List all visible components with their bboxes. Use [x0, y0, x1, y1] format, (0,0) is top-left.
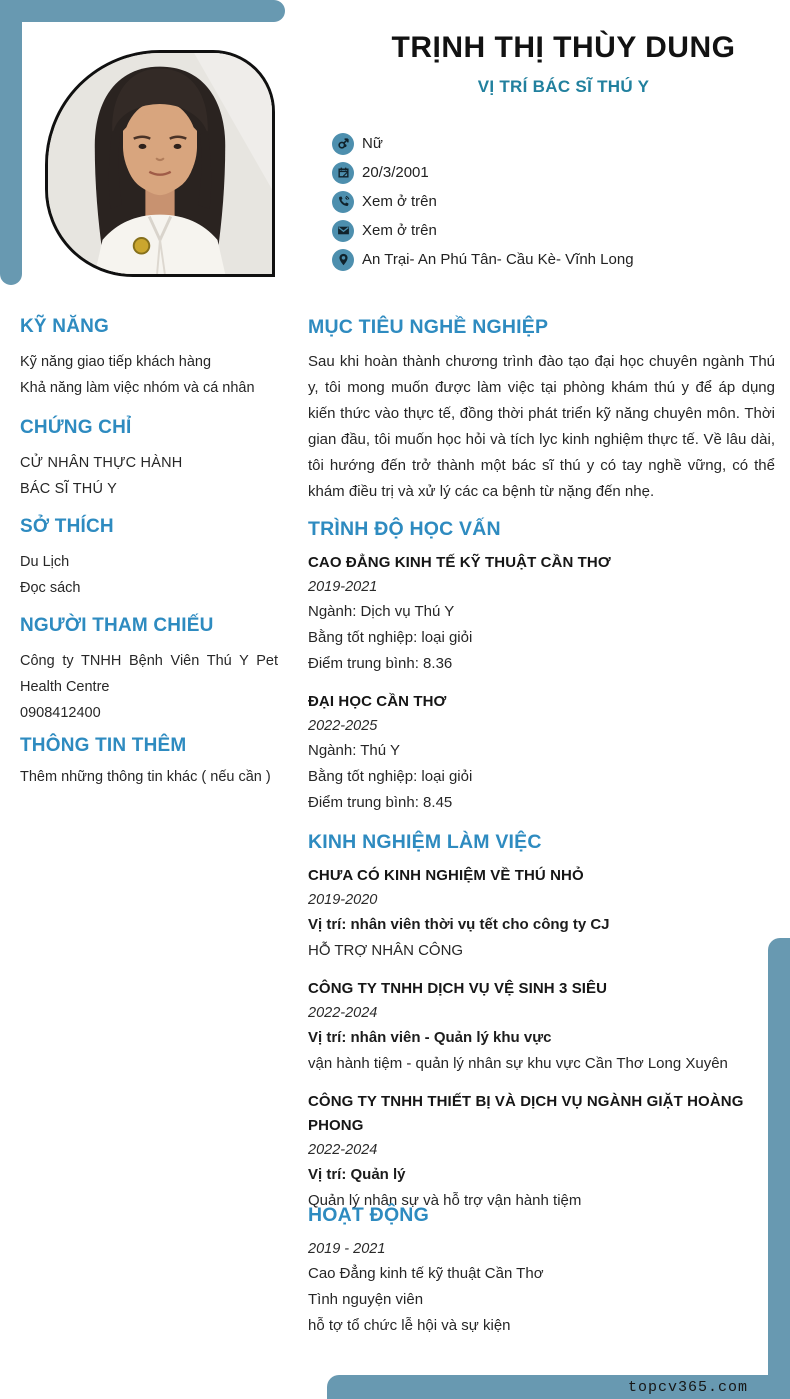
experience-period: 2019-2020	[308, 892, 378, 908]
profile-photo	[45, 50, 275, 277]
school-name: ĐẠI HỌC CẦN THƠ	[308, 693, 447, 710]
experience-period: 2022-2024	[308, 1142, 378, 1158]
reference-phone: 0908412400	[20, 705, 101, 721]
section-experience	[308, 831, 775, 1227]
experience-role: Vị trí: nhân viên - Quản lý khu vực	[308, 1029, 552, 1046]
experience-entry	[308, 1090, 775, 1214]
sidebar-section-hobbies	[20, 516, 278, 601]
sidebar-title-certificates: CHỨNG CHỈ	[20, 417, 132, 438]
company-name: CÔNG TY TNHH THIẾT BỊ VÀ DỊCH VỤ NGÀNH GIẶT HOÀNG PHONG	[308, 1093, 744, 1134]
calendar-icon	[332, 162, 354, 184]
experience-role: Vị trí: nhân viên thời vụ tết cho công ty CJ	[308, 916, 610, 933]
sidebar-section-skills	[20, 316, 278, 401]
education-entry	[308, 551, 775, 677]
section-objective	[308, 316, 775, 505]
school-name: CAO ĐẲNG KINH TẾ KỸ THUẬT CẦN THƠ	[308, 554, 611, 571]
hobby-item: Du Lịch	[20, 554, 70, 570]
skill-item: Kỹ năng giao tiếp khách hàng	[20, 354, 212, 370]
company-name: CÔNG TY TNHH DỊCH VỤ VỆ SINH 3 SIÊU	[308, 980, 608, 997]
info-email: Xem ở trên	[362, 222, 437, 239]
sidebar-section-references	[20, 615, 278, 726]
activity-line: Tình nguyện viên	[308, 1291, 424, 1308]
info-birthday: 20/3/2001	[362, 164, 429, 181]
info-address: An Trại- An Phú Tân- Cầu Kè- Vĩnh Long	[362, 251, 634, 268]
experience-entry	[308, 977, 775, 1077]
mail-icon	[332, 220, 354, 242]
avatar	[48, 53, 272, 274]
header	[336, 30, 790, 97]
info-row-gender	[332, 129, 634, 158]
education-gpa: Điểm trung bình: 8.36	[308, 655, 453, 672]
experience-period: 2022-2024	[308, 1005, 378, 1021]
experience-role: Vị trí: Quản lý	[308, 1166, 406, 1183]
section-activities	[308, 1204, 775, 1339]
education-period: 2022-2025	[308, 718, 378, 734]
personal-info-list	[332, 129, 634, 274]
experience-description: Quản lý nhân sự và hỗ trợ vận hành tiệm	[308, 1192, 582, 1209]
certificate-item: CỬ NHÂN THỰC HÀNH	[20, 455, 183, 471]
company-name: CHƯA CÓ KINH NGHIỆM VỀ THÚ NHỎ	[308, 867, 584, 884]
watermark: topcv365.com	[627, 1378, 748, 1396]
info-row-phone	[332, 187, 634, 216]
activity-line: Cao Đẳng kinh tế kỹ thuật Cần Thơ	[308, 1265, 544, 1282]
experience-entry	[308, 864, 775, 964]
info-row-email	[332, 216, 634, 245]
experience-description: HỖ TRỢ NHÂN CÔNG	[308, 942, 464, 959]
section-title-objective: MỤC TIÊU NGHỀ NGHIỆP	[308, 316, 549, 338]
info-row-birthday	[332, 158, 634, 187]
sidebar-title-hobbies: SỞ THÍCH	[20, 516, 114, 537]
sidebar-title-additional-info: THÔNG TIN THÊM	[20, 735, 187, 756]
education-degree: Bằng tốt nghiệp: loại giỏi	[308, 768, 473, 785]
job-position: VỊ TRÍ BÁC SĨ THÚ Y	[477, 77, 650, 96]
phone-icon	[332, 191, 354, 213]
hobby-item: Đọc sách	[20, 580, 81, 596]
section-title-experience: KINH NGHIỆM LÀM VIỆC	[308, 831, 542, 853]
experience-description: vận hành tiệm - quản lý nhân sự khu vực Cần Thơ Long Xuyên	[308, 1055, 728, 1072]
education-gpa: Điểm trung bình: 8.45	[308, 794, 453, 811]
decor-top-bar	[0, 0, 285, 22]
skill-item: Khả năng làm việc nhóm và cá nhân	[20, 380, 255, 396]
info-gender: Nữ	[362, 135, 383, 152]
objective-text: Sau khi hoàn thành chương trình đào tạo đại học chuyên ngành Thú y, tôi mong muốn được làm việc tại phòng khám thú y để áp dụng kiến thức vào thực tế, đồng thời phát triển kỹ năng chuyên môn. Thời gian đầu, tôi muốn học hỏi và tích lyc kinh nghiệm thực tế. Về lâu dài, tôi hướng đến trở thành một bác sĩ thú y có tay nghề vững, có thể khám điều trị và xử lý các ca bệnh từ nặng đến nhẹ.	[308, 353, 775, 500]
section-title-education: TRÌNH ĐỘ HỌC VẤN	[308, 518, 501, 540]
education-major: Ngành: Dịch vụ Thú Y	[308, 603, 455, 620]
info-row-address	[332, 245, 634, 274]
sidebar-title-references: NGƯỜI THAM CHIẾU	[20, 615, 214, 636]
education-entry	[308, 690, 775, 816]
additional-info-item: Thêm những thông tin khác ( nếu cần )	[20, 769, 271, 785]
footer-bar	[327, 1375, 790, 1399]
certificate-item: BÁC SĨ THÚ Y	[20, 481, 117, 497]
activity-line: hỗ tợ tổ chức lễ hội và sự kiện	[308, 1317, 511, 1334]
activity-period: 2019 - 2021	[308, 1241, 386, 1257]
info-phone: Xem ở trên	[362, 193, 437, 210]
page-title: TRỊNH THỊ THÙY DUNG	[391, 31, 736, 64]
section-title-activities: HOẠT ĐỘNG	[308, 1204, 429, 1226]
sidebar-section-certificates	[20, 417, 278, 502]
gender-icon	[332, 133, 354, 155]
education-degree: Bằng tốt nghiệp: loại giỏi	[308, 629, 473, 646]
education-major: Ngành: Thú Y	[308, 742, 401, 759]
sidebar-title-skills: KỸ NĂNG	[20, 316, 110, 337]
education-period: 2019-2021	[308, 579, 378, 595]
section-education	[308, 518, 775, 829]
sidebar-section-additional-info	[20, 735, 278, 790]
decor-left-bar	[0, 0, 22, 285]
reference-company: Công ty TNHH Bệnh Viên Thú Y Pet Health Centre	[20, 653, 278, 695]
location-icon	[332, 249, 354, 271]
